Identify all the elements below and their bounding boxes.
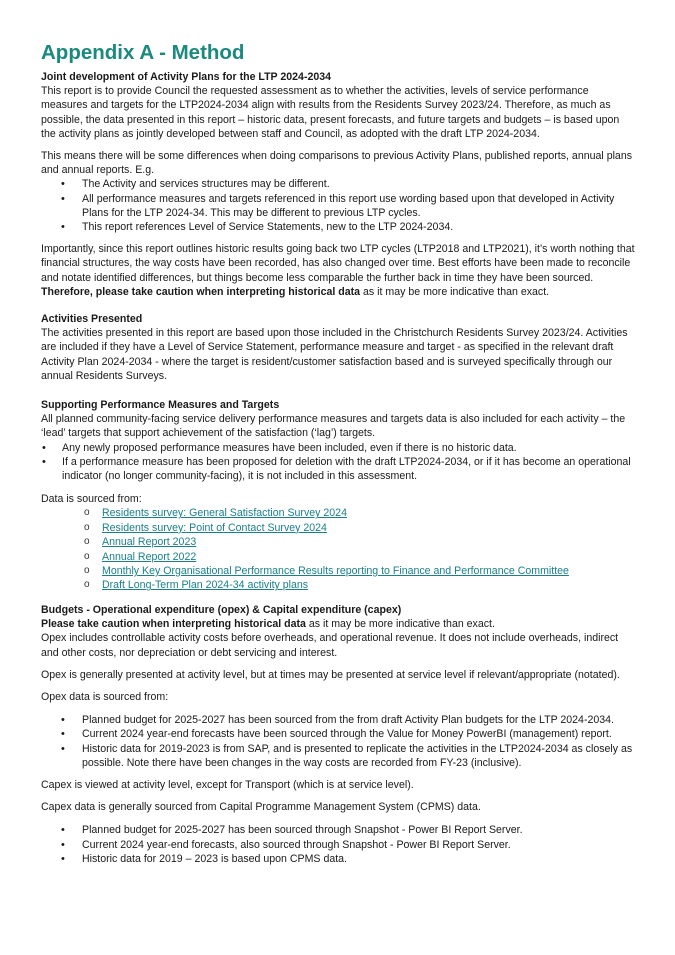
list-bullet: o [84,550,90,562]
list-item: • Any newly proposed performance measures have been included, even if there is no historic data. [41,441,636,455]
list-item: • If a performance measure has been proposed for deletion with the draft LTP2024-2034, or if it has become an operational indicator (no longer community-facing), it is not included in this assessment. [41,455,636,483]
section-heading: Joint development of Activity Plans for the LTP 2024-2034 [41,71,332,83]
paragraph: All planned community-facing service delivery performance measures and targets data is also included for each activity – the ‘lead’ targets that support achievement of the satisfaction (‘lag’) targets. [41,413,626,440]
source-item [41,521,636,535]
list-item: • Planned budget for 2025-2027 has been sourced from the from draft Activity Plan budgets for the LTP 2024-2034. [41,713,636,727]
section-heading: Budgets - Operational expenditure (opex) & Capital expenditure (capex) [41,604,402,616]
list-item: • Historic data for 2019 – 2023 is based upon CPMS data. [41,852,636,866]
paragraph: Capex is viewed at activity level, except for Transport (which is at service level). [41,779,414,792]
caution-paragraph [41,285,636,299]
section-heading: Activities Presented [41,313,143,325]
list-item: • Planned budget for 2025-2027 has been sourced through Snapshot - Power BI Report Server. [41,823,636,837]
source-link[interactable]: Residents survey: Point of Contact Survey 2024 [102,521,327,534]
section-activities-presented [41,312,636,383]
data-sourced-label: Data is sourced from: [41,493,142,506]
paragraph: Importantly, since this report outlines historic results going back two LTP cycles (LTP2018 and LTP2021), it’s worth nothing that financial structures, the way costs have been recorded, has also changed over time. Best efforts have been made to reconcile and notate identified differences, but things become less comparable the further back in time they have been sourced. [41,243,635,284]
caution-rest: as it may be more indicative than exact. [360,285,550,298]
paragraph: The activities presented in this report are based upon those included in the Christchurch Residents Survey 2023/24. Activities are included if they have a Level of Service Statement, performance measure and target - as specified in the relevant draft Activity Plan 2024-2034 - where the target is resident/customer satisfaction based and is surveyed specifically through our annual Residents Surveys. [41,327,628,382]
section-heading: Supporting Performance Measures and Targets [41,399,280,411]
caution-bold: Therefore, please take caution when interpreting historical data [41,285,361,298]
source-link[interactable]: Annual Report 2023 [102,536,197,549]
list-bullet: o [84,521,90,533]
paragraph: Capex data is generally sourced from Capital Programme Management System (CPMS) data. [41,801,481,814]
paragraph: Opex is generally presented at activity level, but at times may be presented at service level if relevant/appropriate (notated). [41,668,620,681]
source-link[interactable]: Draft Long-Term Plan 2024-34 activity plans [102,579,309,592]
list-item: • Current 2024 year-end forecasts have been sourced through the Value for Money PowerBI (management) report. [41,727,636,741]
paragraph: Opex data is sourced from: [41,691,169,704]
caution-rest: as it may be more indicative than exact. [305,618,495,631]
source-item [41,578,636,592]
source-item [41,564,636,578]
section-joint-development [41,70,636,299]
list-bullet: o [84,507,90,519]
list-item: • This report references Level of Service Statements, new to the LTP 2024-2034. [41,220,636,234]
caution-bold: Please take caution when interpreting historical data [41,618,306,631]
source-list [41,506,636,592]
source-item [41,535,636,549]
list-item: • Historic data for 2019-2023 is from SAP, and is presented to replicate the activities in the LTP2024-2034 as closely as possible. Note there have been changes in the way costs are recorded from FY-23 (inclusive). [41,742,636,770]
source-link[interactable]: Annual Report 2022 [102,550,197,563]
paragraph: Opex includes controllable activity costs before overheads, and operational revenue. It does not include overheads, indirect and other costs, nor depreciation or debt servicing and interest. [41,632,619,659]
source-link[interactable]: Monthly Key Organisational Performance Results reporting to Finance and Performance Committee [102,564,569,577]
paragraph: This means there will be some differences when doing comparisons to previous Activity Plans, published reports, annual plans and annual reports. E.g. [41,150,633,177]
paragraph: This report is to provide Council the requested assessment as to whether the activities, levels of service performance measures and targets for the LTP2024-2034 align with results from the Residents Survey 2023/24. Therefore, as much as possible, the data presented in this report – historic data, present forecasts, and future targets and budgets – is based upon the activity plans as jointly developed between staff and Council, as adopted with the draft LTP 2024-2034. [41,85,620,140]
section-budgets [41,603,636,866]
list-item: • All performance measures and targets referenced in this report use wording based upon that developed in Activity Plans for the LTP 2024-34. This may be different to previous LTP cycles. [41,192,636,220]
list-bullet: o [84,536,90,548]
list-bullet: o [84,579,90,591]
page-title: Appendix A - Method [41,41,245,64]
section-supporting-measures [41,398,636,593]
list-item: • The Activity and services structures may be different. [41,177,636,191]
caution-paragraph [41,617,636,631]
source-item [41,550,636,564]
source-link[interactable]: Residents survey: General Satisfaction Survey 2024 [102,507,347,520]
source-item [41,506,636,520]
list-item: • Current 2024 year-end forecasts, also sourced through Snapshot - Power BI Report Server. [41,838,636,852]
list-bullet: o [84,564,90,576]
